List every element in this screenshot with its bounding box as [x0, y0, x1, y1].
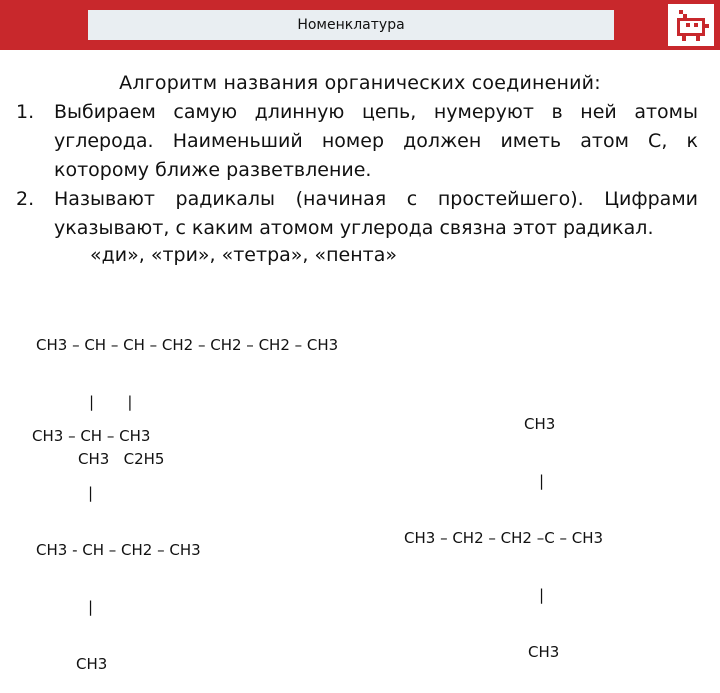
- step-number: 1.: [16, 101, 35, 123]
- formula-main-chain: CH3 – CH2 – CH2 –C – CH3: [404, 529, 604, 547]
- step-item: [16, 98, 698, 185]
- formula-bottom-group: CH3: [76, 655, 108, 673]
- slide-title: Номенклатура: [88, 10, 614, 40]
- formula-top-group: CH3: [524, 415, 556, 433]
- step-text-line: которому ближе разветвление.: [54, 159, 372, 181]
- formula-top-chain: CH3 – CH – CH3: [32, 427, 151, 445]
- formula-bottom-group: CH3: [528, 643, 560, 661]
- formula-bond: |: [88, 484, 94, 502]
- step-text-line: указывают, с каким атомом углерода связна этот радикал.: [54, 217, 654, 239]
- formula-3: [404, 377, 603, 681]
- formula-bond: |: [539, 586, 545, 604]
- formula-middle-chain: CH3 - CH – CH2 – CH3: [36, 541, 201, 559]
- step-text-line: углерода. Наименьший номер должен иметь атом С, к: [54, 130, 698, 152]
- step-text-line: Выбираем самую длинную цепь, нумеруют в ней атомы: [54, 101, 698, 123]
- formula-bond: |: [88, 598, 94, 616]
- pixel-robot-icon: [668, 4, 714, 46]
- formula-substituents: CH3 C2H5: [78, 450, 165, 468]
- formula-bonds: | |: [89, 393, 133, 411]
- step-number: 2.: [16, 188, 35, 210]
- formula-bond: |: [539, 472, 545, 490]
- formula-main-chain: CH3 – CH – CH – CH2 – CH2 – CH2 – CH3: [36, 336, 339, 354]
- step-text-line: Называют радикалы (начиная с простейшего). Цифрами: [54, 188, 698, 210]
- multiplier-prefixes: «ди», «три», «тетра», «пента»: [90, 244, 397, 266]
- algorithm-steps: [16, 98, 698, 243]
- formula-2: [32, 389, 201, 693]
- algorithm-heading: Алгоритм названия органических соединений:: [119, 72, 601, 94]
- step-item: [16, 185, 698, 243]
